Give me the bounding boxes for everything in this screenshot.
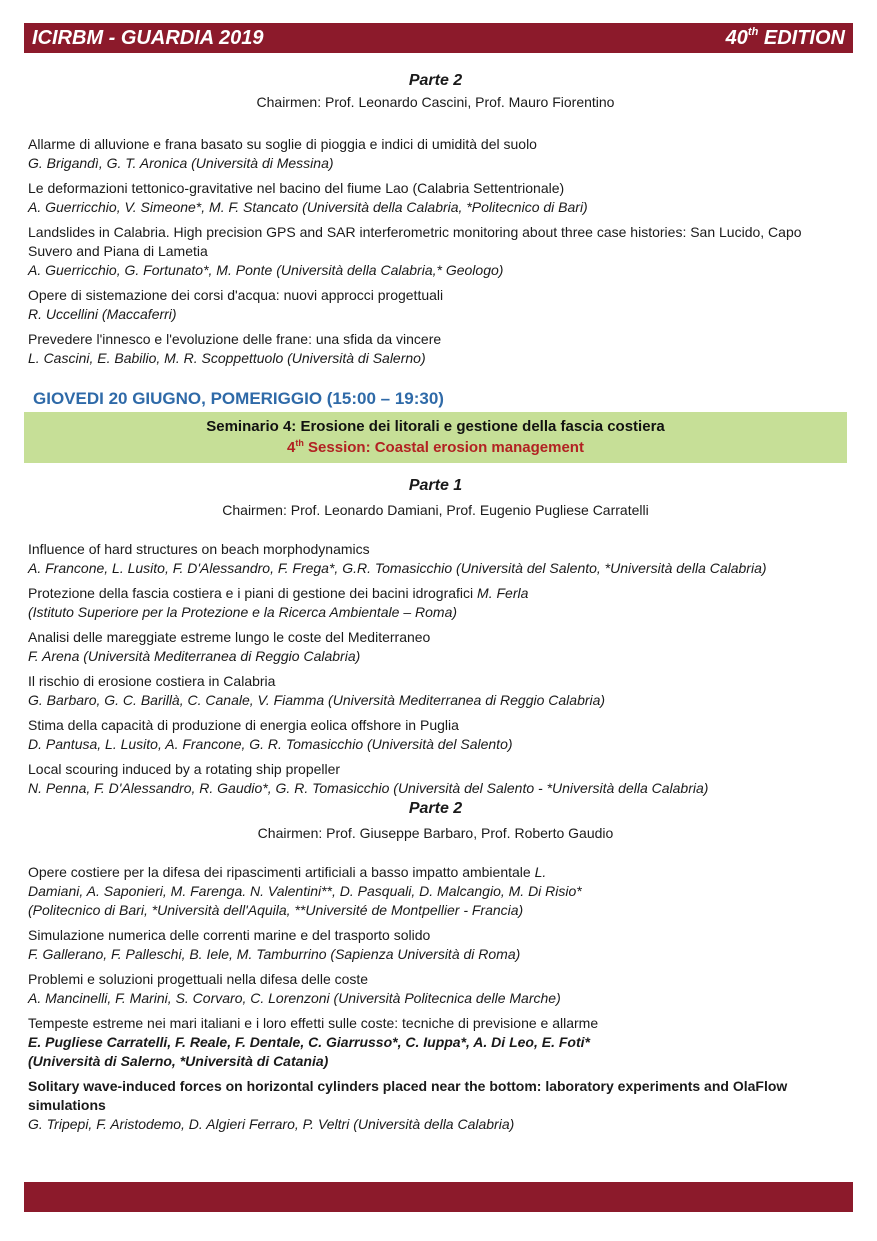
talk-title: Stima della capacità di produzione di energia eolica offshore in Puglia	[28, 717, 459, 733]
talk-title: Protezione della fascia costiera e i piani di gestione dei bacini idrografici M. Ferla	[28, 585, 529, 601]
footer-bar	[24, 1182, 853, 1212]
talk-item	[28, 863, 843, 920]
talk-title: Opere costiere per la difesa dei ripascimenti artificiali a basso impatto ambientale L.	[28, 864, 547, 880]
talk-item	[28, 135, 843, 173]
talk-item	[28, 760, 843, 798]
talk-affiliation: (Università di Salerno, *Università di Catania)	[28, 1053, 329, 1069]
talk-authors: L. Cascini, E. Babilio, M. R. Scoppettuolo (Università di Salerno)	[28, 350, 426, 366]
parte-heading: Parte 2	[408, 72, 463, 89]
talk-authors: G. Brigandì, G. T. Aronica (Università di Messina)	[28, 155, 334, 171]
talk-item	[28, 1077, 843, 1134]
talk-item	[28, 286, 843, 324]
talk-item	[28, 1014, 843, 1071]
chairmen: Chairmen: Prof. Leonardo Cascini, Prof. Mauro Fiorentino	[256, 94, 615, 110]
talk-title: Influence of hard structures on beach morphodynamics	[28, 541, 370, 557]
talk-item	[28, 330, 843, 368]
talk-authors: D. Pantusa, L. Lusito, A. Francone, G. R. Tomasicchio (Università del Salento)	[28, 736, 513, 752]
chairmen: Chairmen: Prof. Giuseppe Barbaro, Prof. Roberto Gaudio	[257, 825, 614, 841]
conference-title: ICIRBM - GUARDIA 2019	[32, 27, 264, 49]
talk-affiliation: (Politecnico di Bari, *Università dell'Aquila, **Université de Montpellier - Francia)	[28, 902, 524, 918]
talk-title: Problemi e soluzioni progettuali nella difesa delle coste	[28, 971, 369, 987]
talk-title: Le deformazioni tettonico-gravitative nel bacino del fiume Lao (Calabria Settentrionale)	[28, 180, 565, 196]
talk-authors: N. Penna, F. D'Alessandro, R. Gaudio*, G. R. Tomasicchio (Università del Salento - *Università della Calabria)	[28, 780, 709, 796]
talk-item	[28, 223, 843, 280]
talk-item	[28, 540, 843, 578]
chairmen: Chairmen: Prof. Leonardo Damiani, Prof. Eugenio Pugliese Carratelli	[222, 502, 649, 518]
talk-title: Il rischio di erosione costiera in Calabria	[28, 673, 276, 689]
talk-authors: A. Guerricchio, V. Simeone*, M. F. Stancato (Università della Calabria, *Politecnico di Bari)	[28, 199, 588, 215]
talk-item	[28, 584, 843, 622]
talk-title: Local scouring induced by a rotating ship propeller	[28, 761, 341, 777]
talk-item	[28, 716, 843, 754]
talk-authors: G. Barbaro, G. C. Barillà, C. Canale, V. Fiamma (Università Mediterranea di Reggio Calabria)	[28, 692, 606, 708]
talk-authors: A. Mancinelli, F. Marini, S. Corvaro, C. Lorenzoni (Università Politecnica delle Marche)	[28, 990, 561, 1006]
talk-item	[28, 672, 843, 710]
session-title: 4th Session: Coastal erosion management	[287, 438, 584, 456]
talk-authors: F. Arena (Università Mediterranea di Reggio Calabria)	[28, 648, 361, 664]
talk-title: Allarme di alluvione e frana basato su soglie di pioggia e indici di umidità del suolo	[28, 136, 537, 152]
talk-title: Landslides in Calabria. High precision GPS and SAR interferometric monitoring about three case histories: San Lucido, Capo Suvero and Piana di Lametia	[28, 224, 802, 259]
talk-authors: F. Gallerano, F. Palleschi, B. Iele, M. Tamburrino (Sapienza Università di Roma)	[28, 946, 521, 962]
talk-item	[28, 179, 843, 217]
talk-title: Analisi delle mareggiate estreme lungo le coste del Mediterraneo	[28, 629, 431, 645]
talk-item	[28, 926, 843, 964]
program-content	[28, 64, 843, 1140]
talk-authors: Damiani, A. Saponieri, M. Farenga. N. Valentini**, D. Pasquali, D. Malcangio, M. Di Risio*	[28, 883, 582, 899]
seminar-title: Seminario 4: Erosione dei litorali e gestione della fascia costiera	[206, 418, 665, 435]
talk-title: Solitary wave-induced forces on horizontal cylinders placed near the bottom: laboratory experiments and OlaFlow simulations	[28, 1078, 788, 1113]
header-bar	[24, 23, 853, 53]
talk-authors: R. Uccellini (Maccaferri)	[28, 306, 177, 322]
talk-authors: G. Tripepi, F. Aristodemo, D. Algieri Ferraro, P. Veltri (Università della Calabria)	[28, 1116, 515, 1132]
edition-label: 40th EDITION	[725, 26, 845, 49]
talk-authors: (Istituto Superiore per la Protezione e la Ricerca Ambientale – Roma)	[28, 604, 458, 620]
talk-title: Tempeste estreme nei mari italiani e i loro effetti sulle coste: tecniche di previsione e allarme	[28, 1015, 599, 1031]
talk-authors: E. Pugliese Carratelli, F. Reale, F. Dentale, C. Giarrusso*, C. Iuppa*, A. Di Leo, E. Foti*	[28, 1034, 590, 1050]
talk-title: Simulazione numerica delle correnti marine e del trasporto solido	[28, 927, 431, 943]
talk-authors: A. Guerricchio, G. Fortunato*, M. Ponte (Università della Calabria,* Geologo)	[28, 262, 504, 278]
parte-heading: Parte 1	[408, 477, 463, 494]
talk-authors: A. Francone, L. Lusito, F. D'Alessandro, F. Frega*, G.R. Tomasicchio (Università del Salento, *Università della Calabria)	[28, 560, 767, 576]
talk-item	[28, 628, 843, 666]
seminar-banner	[24, 412, 847, 463]
parte-heading: Parte 2	[408, 800, 463, 817]
talk-title: Prevedere l'innesco e l'evoluzione delle frane: una sfida da vincere	[28, 331, 442, 347]
day-heading: GIOVEDI 20 GIUGNO, POMERIGGIO (15:00 – 19:30)	[33, 389, 444, 408]
talk-item	[28, 970, 843, 1008]
talk-title: Opere di sistemazione dei corsi d'acqua: nuovi approcci progettuali	[28, 287, 444, 303]
